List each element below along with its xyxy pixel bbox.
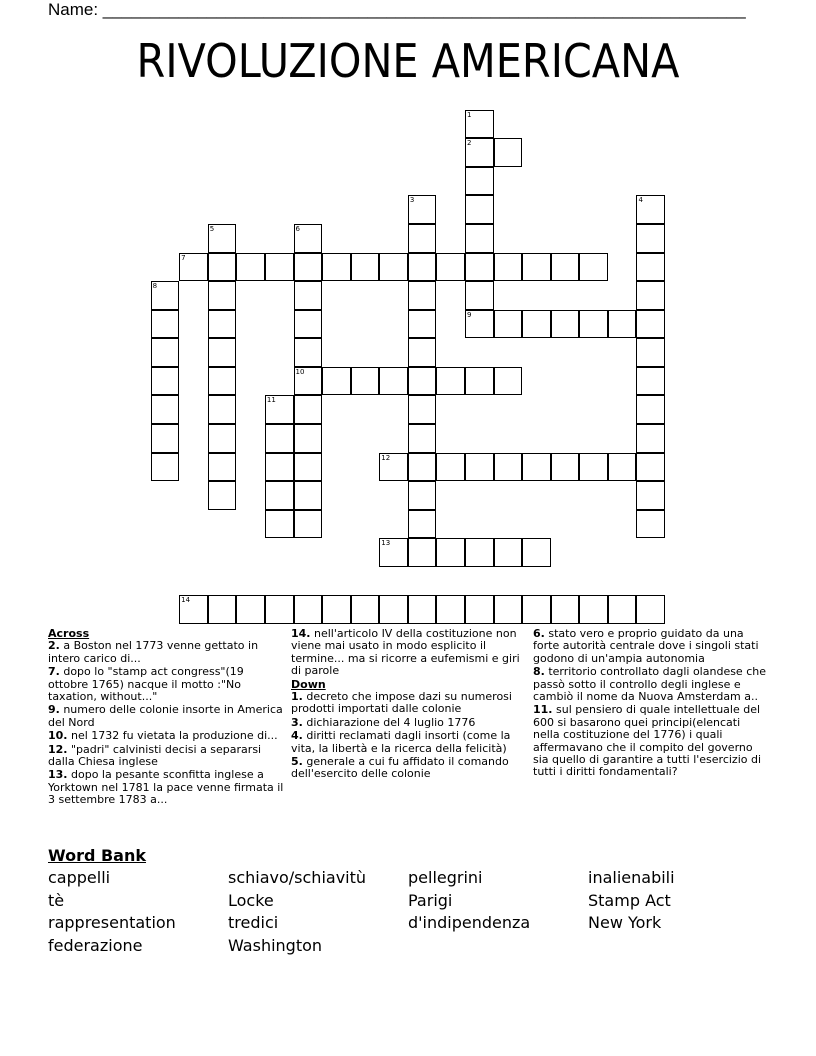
crossword-cell[interactable]: [408, 453, 437, 482]
crossword-cell[interactable]: [265, 595, 294, 624]
crossword-cell[interactable]: [636, 195, 665, 224]
crossword-cell[interactable]: [436, 367, 465, 396]
crossword-cell[interactable]: [494, 310, 523, 339]
crossword-cell[interactable]: [151, 453, 180, 482]
crossword-cell[interactable]: [551, 310, 580, 339]
crossword-cell[interactable]: [494, 253, 523, 282]
page-title: RIVOLUZIONE AMERICANA: [136, 34, 680, 88]
clue-number: 1: [466, 110, 472, 119]
crossword-cell[interactable]: [208, 453, 237, 482]
crossword-cell[interactable]: [636, 281, 665, 310]
crossword-cell[interactable]: [494, 453, 523, 482]
clue-down-4: 4. diritti reclamati dagli insorti (come la vita, la libertà e la ricerca della felicità): [291, 729, 511, 755]
crossword-cell[interactable]: [294, 395, 323, 424]
crossword-cell[interactable]: [579, 453, 608, 482]
crossword-cell[interactable]: [636, 253, 665, 282]
word-bank-item: rappresentation: [48, 913, 176, 932]
crossword-cell[interactable]: [179, 595, 208, 624]
crossword-cell[interactable]: [151, 338, 180, 367]
crossword-cell[interactable]: [636, 338, 665, 367]
crossword-cell[interactable]: [236, 595, 265, 624]
crossword-cell[interactable]: [379, 538, 408, 567]
crossword-cell[interactable]: [465, 538, 494, 567]
name-field-label: Name: ____________________________________________________________________: [48, 0, 746, 19]
crossword-cell[interactable]: [465, 138, 494, 167]
crossword-cell[interactable]: [294, 424, 323, 453]
crossword-cell[interactable]: [465, 595, 494, 624]
crossword-cell[interactable]: [636, 395, 665, 424]
crossword-cell[interactable]: [351, 367, 380, 396]
word-bank-item: schiavo/schiavitù: [228, 868, 367, 887]
crossword-cell[interactable]: [636, 595, 665, 624]
word-bank-item: tredici: [228, 913, 279, 932]
clue-down-11: 11. sul pensiero di quale intellettuale del 600 si basarono quei principi(elencati nella costituzione del 1776) i quali affermavano che il compito del governo sia quello di garantire a tutti l'esercizio di tutti i diritti fondamentali?: [533, 703, 762, 779]
crossword-cell[interactable]: [436, 595, 465, 624]
crossword-cell[interactable]: [636, 481, 665, 510]
crossword-cell[interactable]: [465, 224, 494, 253]
clue-number: 6: [295, 224, 300, 233]
crossword-cell[interactable]: [408, 253, 437, 282]
crossword-cell[interactable]: [379, 253, 408, 282]
crossword-cell[interactable]: [151, 367, 180, 396]
crossword-cell[interactable]: [208, 224, 237, 253]
crossword-cell[interactable]: [408, 510, 437, 539]
crossword-cell[interactable]: [151, 395, 180, 424]
crossword-cell[interactable]: [408, 310, 437, 339]
clue-down-5: 5. generale a cui fu affidato il comando dell'esercito delle colonie: [291, 755, 509, 781]
crossword-cell[interactable]: [208, 595, 237, 624]
crossword-cell[interactable]: [436, 453, 465, 482]
clue-across-12: 12. "padri" calvinisti decisi a separarsi dalla Chiesa inglese: [48, 742, 262, 769]
crossword-cell[interactable]: [208, 481, 237, 510]
crossword-cell[interactable]: [265, 253, 294, 282]
clue-down-1: 1. decreto che impose dazi su numerosi prodotti importati dalle colonie: [291, 690, 512, 716]
crossword-cell[interactable]: [151, 310, 180, 339]
crossword-cell[interactable]: [408, 538, 437, 567]
crossword-cell[interactable]: [151, 281, 180, 310]
crossword-cell[interactable]: [551, 253, 580, 282]
crossword-cell[interactable]: [351, 253, 380, 282]
crossword-cell[interactable]: [636, 453, 665, 482]
crossword-cell[interactable]: [636, 310, 665, 339]
crossword-cell[interactable]: [236, 253, 265, 282]
crossword-cell[interactable]: [208, 253, 237, 282]
crossword-cell[interactable]: [379, 367, 408, 396]
crossword-cell[interactable]: [579, 595, 608, 624]
word-bank-item: d'indipendenza: [408, 913, 531, 932]
crossword-cell[interactable]: [208, 395, 237, 424]
clue-across-13: 13. dopo la pesante sconfitta inglese a Yorktown nel 1781 la pace venne firmata il 3 settembre 1783 a...: [48, 768, 284, 807]
crossword-cell[interactable]: [551, 595, 580, 624]
crossword-cell[interactable]: [294, 281, 323, 310]
crossword-cell[interactable]: [265, 481, 294, 510]
crossword-cell[interactable]: [522, 453, 551, 482]
clue-number: 10: [295, 367, 305, 376]
across-heading: Across: [48, 627, 90, 640]
crossword-cell[interactable]: [379, 453, 408, 482]
clue-number: 13: [381, 539, 391, 548]
clue-across-7: 7. dopo lo "stamp act congress"(19 ottobre 1765) nacque il motto :"No taxation, without...": [48, 665, 244, 704]
clue-number: 7: [181, 253, 186, 262]
crossword-cell[interactable]: [465, 310, 494, 339]
crossword-cell[interactable]: [436, 253, 465, 282]
crossword-cell[interactable]: [379, 595, 408, 624]
crossword-cell[interactable]: [265, 510, 294, 539]
clue-number: 3: [409, 196, 415, 205]
word-bank-item: Locke: [228, 890, 274, 910]
crossword-cell[interactable]: [408, 481, 437, 510]
clue-down-8: 8. territorio controllato dagli olandese che passò sotto il controllo degli inglese e cambiò il nome da Nuova Amsterdam a..: [533, 665, 766, 704]
clues-column-1: [48, 628, 284, 808]
crossword-cell[interactable]: [522, 253, 551, 282]
clues-column-3: [533, 628, 768, 780]
crossword-cell[interactable]: [294, 595, 323, 624]
crossword-cell[interactable]: [551, 453, 580, 482]
crossword-cell[interactable]: [408, 367, 437, 396]
crossword-cell[interactable]: [294, 367, 323, 396]
crossword-cell[interactable]: [436, 538, 465, 567]
crossword-cell[interactable]: [294, 481, 323, 510]
crossword-cell[interactable]: [465, 281, 494, 310]
crossword-cell[interactable]: [408, 395, 437, 424]
crossword-cell[interactable]: [408, 595, 437, 624]
word-bank-item: cappelli: [48, 868, 111, 887]
crossword-cell[interactable]: [294, 310, 323, 339]
clue-across-10: 10. nel 1732 fu vietata la produzione di...: [48, 729, 278, 743]
crossword-cell[interactable]: [322, 595, 351, 624]
clue-number: 8: [152, 282, 158, 291]
crossword-cell[interactable]: [465, 453, 494, 482]
crossword-cell[interactable]: [522, 595, 551, 624]
crossword-cell[interactable]: [494, 595, 523, 624]
word-bank-item: New York: [588, 913, 662, 932]
crossword-cell[interactable]: [408, 424, 437, 453]
crossword-cell[interactable]: [608, 595, 637, 624]
crossword-cell[interactable]: [465, 195, 494, 224]
crossword-cell[interactable]: [265, 424, 294, 453]
crossword-cell[interactable]: [208, 281, 237, 310]
crossword-cell[interactable]: [465, 110, 494, 139]
crossword-cell[interactable]: [408, 195, 437, 224]
clue-down-3: 3. dichiarazione del 4 luglio 1776: [291, 715, 476, 729]
crossword-cell[interactable]: [294, 338, 323, 367]
word-bank-title: Word Bank: [48, 846, 147, 865]
crossword-cell[interactable]: [294, 224, 323, 253]
crossword-cell[interactable]: [636, 224, 665, 253]
word-bank-item: pellegrini: [408, 868, 483, 887]
crossword-cell[interactable]: [494, 138, 523, 167]
crossword-cell[interactable]: [636, 424, 665, 453]
crossword-cell[interactable]: [179, 253, 208, 282]
clue-across-14: 14. nell'articolo IV della costituzione non viene mai usato in modo esplicito il termine... ma si ricorre a eufemismi e giri di parole: [291, 627, 520, 678]
clue-number: 2: [466, 139, 472, 148]
crossword-cell[interactable]: [408, 224, 437, 253]
crossword-cell[interactable]: [408, 281, 437, 310]
crossword-cell[interactable]: [265, 453, 294, 482]
word-bank-item: Parigi: [408, 890, 453, 910]
crossword-cell[interactable]: [494, 538, 523, 567]
clues-column-2: [291, 628, 521, 782]
crossword-cell[interactable]: [608, 453, 637, 482]
clue-number: 14: [181, 596, 191, 605]
clue-down-6: 6. stato vero e proprio guidato da una forte autorità centrale dove i singoli stati godono di un'ampia autonomia: [533, 627, 759, 665]
word-bank-item: tè: [48, 890, 65, 910]
crossword-cell[interactable]: [579, 310, 608, 339]
word-bank-item: Stamp Act: [588, 890, 671, 910]
clue-number: 9: [466, 310, 472, 319]
crossword-cell[interactable]: [294, 253, 323, 282]
crossword-cell[interactable]: [465, 367, 494, 396]
crossword-cell[interactable]: [151, 424, 180, 453]
word-bank-item: inalienabili: [588, 868, 675, 887]
clue-across-2: 2. a Boston nel 1773 venne gettato in intero carico di...: [48, 639, 259, 665]
crossword-cell[interactable]: [636, 367, 665, 396]
crossword-cell[interactable]: [208, 310, 237, 339]
crossword-cell[interactable]: [608, 310, 637, 339]
crossword-cell[interactable]: [465, 167, 494, 196]
clue-number: 12: [381, 453, 391, 462]
crossword-cell[interactable]: [208, 367, 237, 396]
crossword-cell[interactable]: [208, 338, 237, 367]
crossword-cell[interactable]: [522, 310, 551, 339]
crossword-cell[interactable]: [522, 538, 551, 567]
crossword-cell[interactable]: [494, 367, 523, 396]
crossword-cell[interactable]: [465, 253, 494, 282]
crossword-cell[interactable]: [208, 424, 237, 453]
crossword-cell[interactable]: [265, 395, 294, 424]
crossword-cell[interactable]: [579, 253, 608, 282]
word-bank-item: Washington: [228, 935, 323, 955]
clue-across-9: 9. numero delle colonie insorte in America del Nord: [48, 703, 283, 729]
clue-number: 11: [266, 396, 276, 405]
crossword-cell[interactable]: [322, 253, 351, 282]
crossword-cell[interactable]: [322, 367, 351, 396]
crossword-cell[interactable]: [636, 510, 665, 539]
crossword-cell[interactable]: [351, 595, 380, 624]
crossword-cell[interactable]: [294, 510, 323, 539]
clue-number: 5: [209, 224, 215, 233]
down-heading: Down: [291, 677, 326, 691]
clue-number: 4: [638, 196, 643, 205]
crossword-cell[interactable]: [294, 453, 323, 482]
crossword-cell[interactable]: [408, 338, 437, 367]
word-bank-item: federazione: [48, 935, 143, 955]
